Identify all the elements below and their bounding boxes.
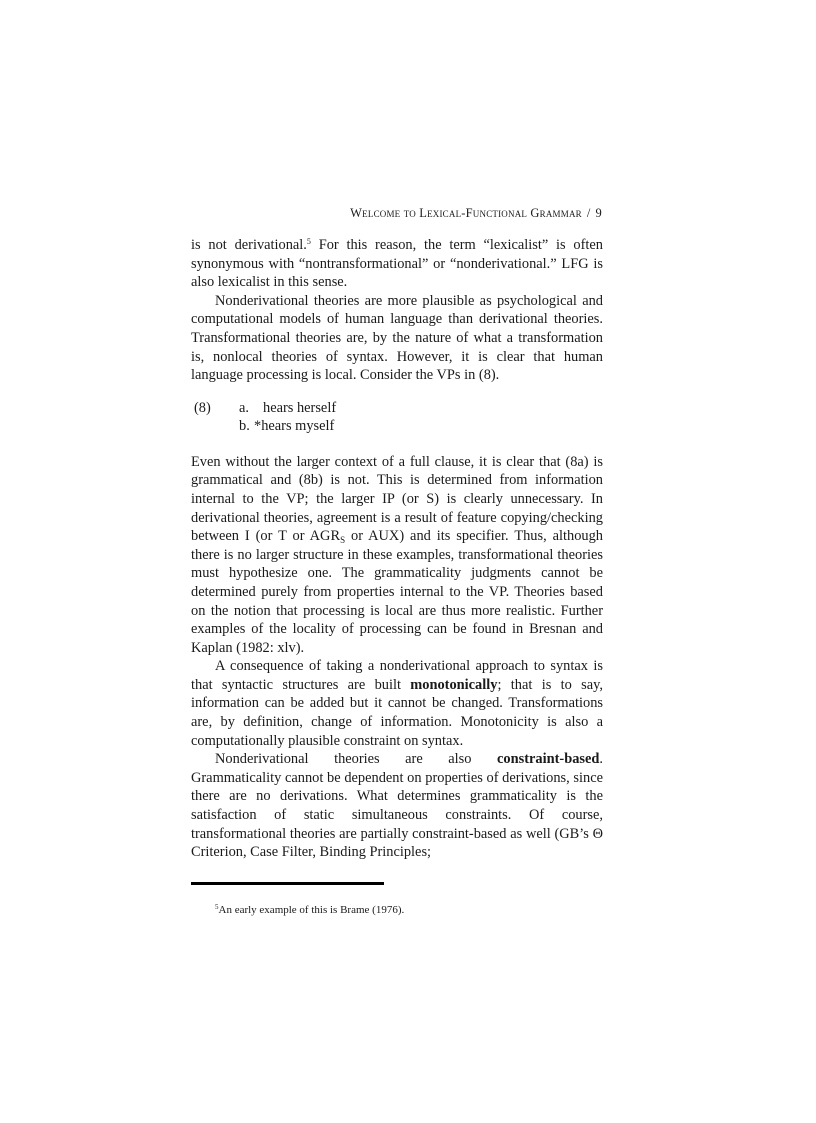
main-text [191, 236, 603, 862]
example-8 [191, 399, 603, 436]
paragraph-4 [191, 657, 603, 750]
paragraph-3-start: Even without the larger context of a full clause, it is clear that (8a) is grammatical and (8b) is not. This is determined from information internal to the VP; the larger IP (or S) is clearly unnecessary. In derivational theories, agreement is a result of feature copying/checking between I (or T or AGR [191, 453, 603, 545]
paragraph-4-rest: ; that is to say, information can be added but it cannot be changed. Transformations are, by definition, change of information. Monotonicity is also a computationally plausible constraint on syntax. [191, 676, 603, 749]
running-header [350, 206, 602, 221]
paragraph-3 [191, 453, 603, 658]
agr-subscript: S [340, 535, 346, 546]
paragraph-5-rest: . Grammaticality cannot be dependent on properties of derivations, since there are no derivations. What determines grammaticality is the satisfaction of static simultaneous constraints. Of course, transformational theories are partially constraint-based as well (GB’s Θ Criterion, Case Filter, Binding Principles; [191, 751, 603, 861]
example-a-label: a. [239, 399, 249, 416]
example-a-text: hears herself [263, 399, 337, 416]
paragraph-5 [191, 750, 603, 862]
paragraph-1-rest: For this reason, the term “lexicalist” is often synonymous with “nontransformational” or “nonderivational.” LFG is also lexicalist in this sense. [191, 237, 604, 291]
footnote-text: An early example of this is Brame (1976). [218, 904, 405, 916]
footnote-reference: 5 [306, 237, 311, 246]
footnote-mark: 5 [215, 903, 219, 911]
footnote-5 [215, 904, 404, 916]
paragraph-3-rest: or AUX) and its specifier. Thus, although there is no larger structure in these examples, transformational theories must hypothesize one. The grammaticality judgments cannot be determined purely from properties internal to the VP. Theories based on the notion that processing is local are thus more realistic. Further examples of the locality of processing can be found in Bresnan and Kaplan (1982: xlv). [191, 528, 603, 656]
running-header-title: Welcome to Lexical-Functional Grammar [350, 206, 582, 220]
paragraph-5-start: Nonderivational theories are also [215, 751, 498, 768]
paragraph-2: Nonderivational theories are more plausible as psychological and computational models of human language than derivational theories. Transformational theories are, by the nature of what a transformation is, nonlocal theories of syntax. However, it is clear that human language processing is local. Consider the VPs in (8). [191, 292, 603, 384]
term-constraint-based: constraint-based [497, 751, 600, 768]
paragraph-1-start: is not derivational. [191, 237, 307, 253]
term-monotonically: monotonically [410, 676, 498, 693]
example-number: (8) [194, 399, 211, 416]
page-number: 9 [595, 206, 602, 220]
example-b-text: *hears myself [254, 418, 335, 435]
example-b-label: b. [239, 418, 250, 435]
paragraph-1 [191, 236, 603, 292]
running-header-separator: / [586, 206, 591, 220]
paragraph-4-start: A consequence of taking a nonderivational approach to syntax is that syntactic structures are built [191, 658, 603, 693]
footnote-rule [191, 882, 384, 885]
